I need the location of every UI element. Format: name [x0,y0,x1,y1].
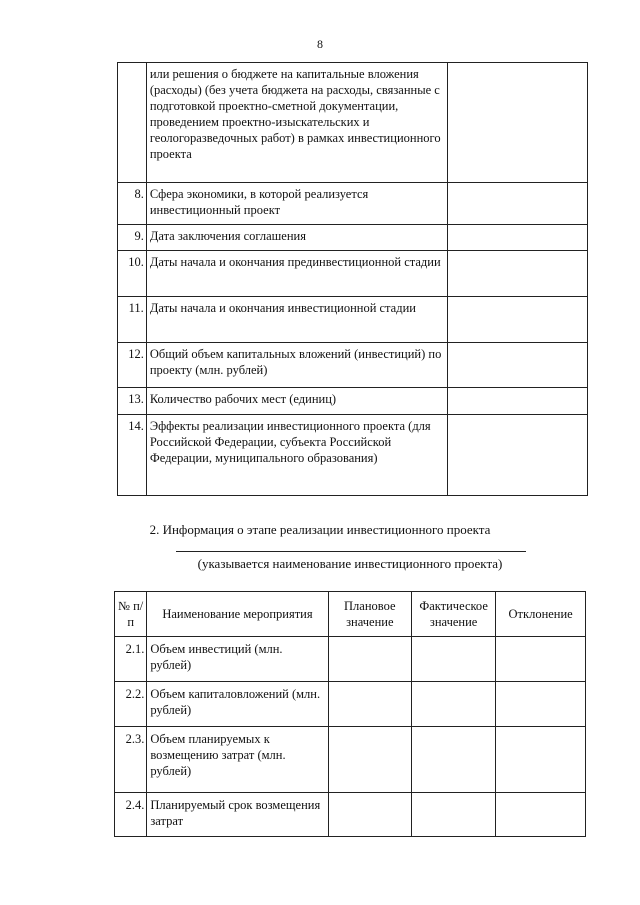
table-row [118,297,588,343]
table-row [118,183,588,225]
page-number: 8 [317,37,323,51]
row-number: 13. [118,388,147,415]
stage-info-table [114,591,586,837]
planned-cell [328,682,411,727]
table-row [115,793,586,837]
section-title: 2. Информация о этапе реализации инвестиционного проекта [149,522,491,537]
row-label: Объем капиталовложений (млн. рублей) [147,682,328,727]
planned-cell [328,637,411,682]
table-row [118,63,588,183]
row-value-cell [447,225,587,251]
row-number [118,63,147,183]
row-number: 2.1. [115,637,147,682]
row-number: 11. [118,297,147,343]
table-row [118,388,588,415]
section-subtitle: (указывается наименование инвестиционного проекта) [197,556,503,571]
row-number: 12. [118,343,147,388]
actual-cell [411,682,495,727]
row-number: 2.3. [115,727,147,793]
row-number: 2.4. [115,793,147,837]
actual-cell [411,727,495,793]
table-row [118,251,588,297]
row-label: Объем планируемых к возмещению затрат (млн. рублей) [147,727,328,793]
project-info-table [117,62,588,496]
row-label: Планируемый срок возмещения затрат [147,793,328,837]
row-value-cell [447,343,587,388]
deviation-cell [496,793,586,837]
row-label: или решения о бюджете на капитальные вложения (расходы) (без учета бюджета на расходы, связанные с подготовкой проектно-сметной документации, проведением проектно-изыскательских и геологоразведочных работ) в рамках инвестиционного проекта [146,63,447,183]
deviation-cell [496,637,586,682]
row-number: 8. [118,183,147,225]
table-header-row [115,592,586,637]
row-label: Даты начала и окончания инвестиционной стадии [146,297,447,343]
table-row [115,727,586,793]
row-number: 14. [118,415,147,496]
project-name-line [176,551,526,552]
table-row [115,637,586,682]
row-label: Общий объем капитальных вложений (инвестиций) по проекту (млн. рублей) [146,343,447,388]
row-number: 9. [118,225,147,251]
row-number: 10. [118,251,147,297]
deviation-cell [496,727,586,793]
header-actual: Фактическое значение [411,592,495,637]
row-value-cell [447,297,587,343]
row-value-cell [447,251,587,297]
table-row [115,682,586,727]
row-value-cell [447,388,587,415]
row-number: 2.2. [115,682,147,727]
row-label: Даты начала и окончания прединвестиционной стадии [146,251,447,297]
row-label: Сфера экономики, в которой реализуется инвестиционный проект [146,183,447,225]
table-row [118,225,588,251]
header-planned: Плановое значение [328,592,411,637]
row-value-cell [447,183,587,225]
deviation-cell [496,682,586,727]
table-row [118,415,588,496]
row-label: Количество рабочих мест (единиц) [146,388,447,415]
planned-cell [328,793,411,837]
row-label: Дата заключения соглашения [146,225,447,251]
row-label: Эффекты реализации инвестиционного проекта (для Российской Федерации, субъекта Российской Федерации, муниципального образования) [146,415,447,496]
header-deviation: Отклонение [496,592,586,637]
header-num: № п/п [115,592,147,637]
row-value-cell [447,63,587,183]
row-value-cell [447,415,587,496]
table-row [118,343,588,388]
header-name: Наименование мероприятия [147,592,328,637]
actual-cell [411,793,495,837]
row-label: Объем инвестиций (млн. рублей) [147,637,328,682]
planned-cell [328,727,411,793]
actual-cell [411,637,495,682]
